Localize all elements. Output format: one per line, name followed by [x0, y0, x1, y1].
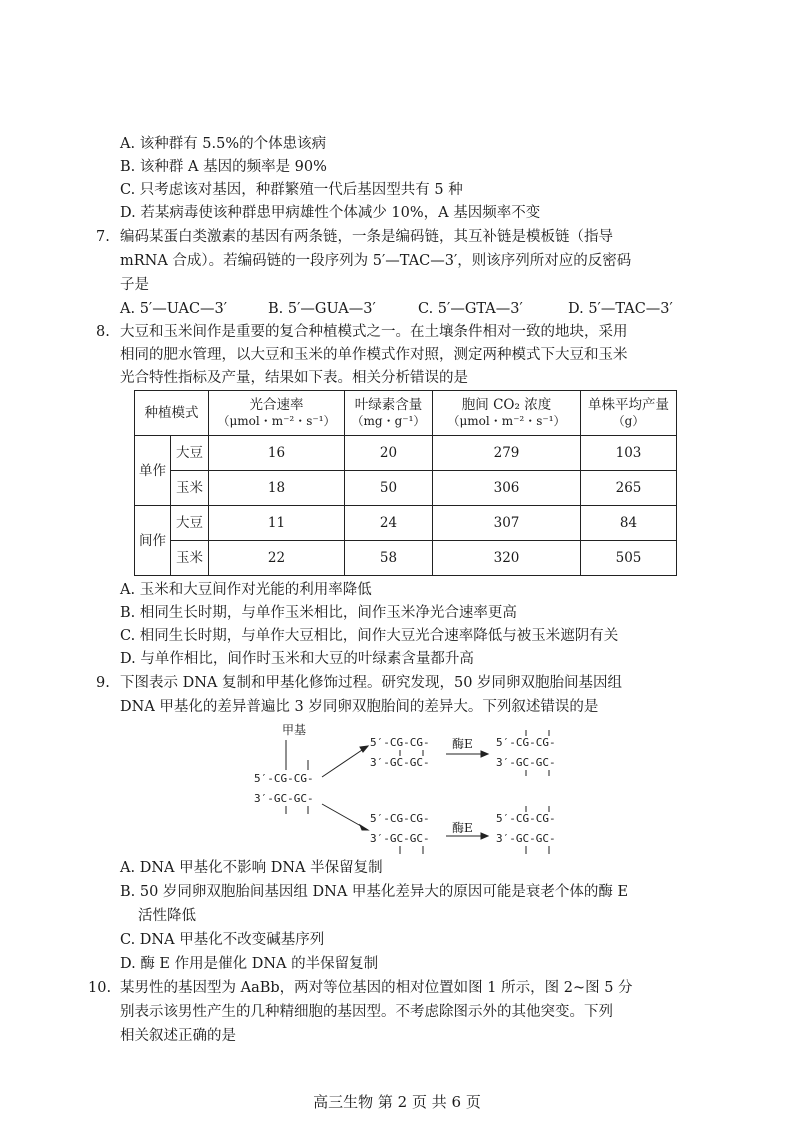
q9-line: 下图表示 DNA 复制和甲基化修饰过程。研究发现，50 岁同卵双胞胎间基因组 — [120, 675, 623, 691]
header-yield: 单株平均产量 （g） — [581, 391, 677, 436]
q8-option-d: D. 与单作相比，间作时玉米和大豆的叶绿素含量都升高 — [120, 651, 474, 667]
down-methyl-marks — [400, 846, 423, 854]
q9-line: DNA 甲基化的差异普遍比 3 岁同卵双胞胎间的差异大。下列叙述错误的是 — [120, 699, 599, 715]
q9-option-a: A. DNA 甲基化不影响 DNA 半保留复制 — [120, 860, 383, 876]
photosynthesis-table — [134, 390, 677, 576]
q8-option-b: B. 相同生长时期，与单作玉米相比，间作玉米净光合速率更高 — [120, 605, 517, 621]
header-co2: 胞间 CO₂ 浓度 （μmol・m⁻²・s⁻¹） — [433, 391, 581, 436]
q7-option-b: B. 5′—GUA—3′ — [268, 301, 376, 317]
header-chlorophyll: 叶绿素含量 （mg・g⁻¹） — [345, 391, 433, 436]
result-down-top-strand: 5′-CG-CG- — [496, 812, 556, 825]
q7-line: mRNA 合成）。若编码链的一段序列为 5′—TAC—3′，则该序列所对应的反密码 — [120, 253, 632, 269]
cell: 103 — [581, 436, 677, 471]
q8-line: 大豆和玉米间作是重要的复合种植模式之一。在土壤条件相对一致的地块，采用 — [120, 324, 628, 340]
q7-line: 编码某蛋白类激素的基因有两条链，一条是编码链，其互补链是模板链（指导 — [120, 229, 613, 245]
q6-option-d: D. 若某病毒使该种群患甲病雄性个体减少 10%，A 基因频率不变 — [120, 205, 541, 221]
crop-name: 玉米 — [171, 541, 209, 576]
q6-option-b: B. 该种群 A 基因的频率是 90% — [120, 159, 327, 175]
cell: 505 — [581, 541, 677, 576]
up-bottom-strand: 3′-GC-GC- — [370, 756, 430, 769]
cell: 279 — [433, 436, 581, 471]
header-rate: 光合速率 （μmol・m⁻²・s⁻¹） — [209, 391, 345, 436]
cell: 265 — [581, 471, 677, 506]
down-top-strand: 5′-CG-CG- — [370, 812, 430, 825]
header-mode: 种植模式 — [135, 391, 209, 436]
q7-line: 子是 — [120, 277, 149, 293]
q8-option-c: C. 相同生长时期，与单作大豆相比，间作大豆光合速率降低与被玉米遮阴有关 — [120, 628, 619, 644]
split-arrows — [322, 746, 368, 830]
table-row — [135, 436, 677, 471]
enzyme-label-up: 酶E — [452, 737, 473, 751]
crop-name: 玉米 — [171, 471, 209, 506]
group-mode: 单作 — [135, 436, 171, 506]
q9-option-d: D. 酶 E 作用是催化 DNA 的半保留复制 — [120, 956, 379, 972]
cell: 24 — [345, 506, 433, 541]
group-mode: 间作 — [135, 506, 171, 576]
parent-bottom-strand: 3′-GC-GC- — [254, 792, 314, 805]
enzyme-label-down: 酶E — [452, 821, 473, 835]
cell: 58 — [345, 541, 433, 576]
enzyme-arrow-up — [446, 751, 488, 757]
cell: 20 — [345, 436, 433, 471]
cell: 16 — [209, 436, 345, 471]
dna-methylation-diagram — [250, 722, 590, 862]
cell: 11 — [209, 506, 345, 541]
q6-option-a: A. 该种群有 5.5%的个体患该病 — [120, 136, 327, 152]
q9-option-c: C. DNA 甲基化不改变碱基序列 — [120, 932, 325, 948]
crop-name: 大豆 — [171, 506, 209, 541]
q6-option-c: C. 只考虑该对基因，种群繁殖一代后基因型共有 5 种 — [120, 182, 463, 198]
q8-line: 相同的肥水管理，以大豆和玉米的单作模式作对照，测定两种模式下大豆和玉米 — [120, 347, 628, 363]
cell: 18 — [209, 471, 345, 506]
q9-option-b-cont: 活性降低 — [138, 908, 196, 924]
page-footer: 高三生物 第 2 页 共 6 页 — [313, 1093, 481, 1111]
cell: 320 — [433, 541, 581, 576]
table-row — [135, 506, 677, 541]
q8-line: 光合特性指标及产量，结果如下表。相关分析错误的是 — [120, 370, 468, 386]
result-up-top-strand: 5′-CG-CG- — [496, 736, 556, 749]
table-row — [135, 471, 677, 506]
down-bottom-strand: 3′-GC-GC- — [370, 832, 430, 845]
result-down-bottom-strand: 3′-GC-GC- — [496, 832, 556, 845]
q10-line: 别表示该男性产生的几种精细胞的基因型。不考虑除图示外的其他突变。下列 — [120, 1004, 613, 1020]
up-top-strand: 5′-CG-CG- — [370, 736, 430, 749]
q7-option-c: C. 5′—GTA—3′ — [418, 301, 523, 317]
q7-number: 7. — [96, 229, 110, 245]
parent-top-strand: 5′-CG-CG- — [254, 772, 314, 785]
q7-option-d: D. 5′—TAC—3′ — [568, 301, 673, 317]
q9-option-b: B. 50 岁同卵双胞胎间基因组 DNA 甲基化差异大的原因可能是衰老个体的酶 E — [120, 884, 629, 900]
table-row — [135, 541, 677, 576]
result-up-bottom-strand: 3′-GC-GC- — [496, 756, 556, 769]
cell: 50 — [345, 471, 433, 506]
cell: 84 — [581, 506, 677, 541]
cell: 22 — [209, 541, 345, 576]
cell: 306 — [433, 471, 581, 506]
q10-line: 某男性的基因型为 AaBb，两对等位基因的相对位置如图 1 所示，图 2~图 5 分 — [120, 980, 633, 996]
crop-name: 大豆 — [171, 436, 209, 471]
q10-number: 10. — [88, 980, 112, 996]
q10-line: 相关叙述正确的是 — [120, 1028, 236, 1044]
q8-number: 8. — [96, 324, 110, 340]
methyl-label: 甲基 — [282, 723, 307, 737]
q7-option-a: A. 5′—UAC—3′ — [120, 301, 228, 317]
cell: 307 — [433, 506, 581, 541]
table-header-row — [135, 391, 677, 436]
q8-option-a: A. 玉米和大豆间作对光能的利用率降低 — [120, 582, 372, 598]
q9-number: 9. — [96, 675, 110, 691]
